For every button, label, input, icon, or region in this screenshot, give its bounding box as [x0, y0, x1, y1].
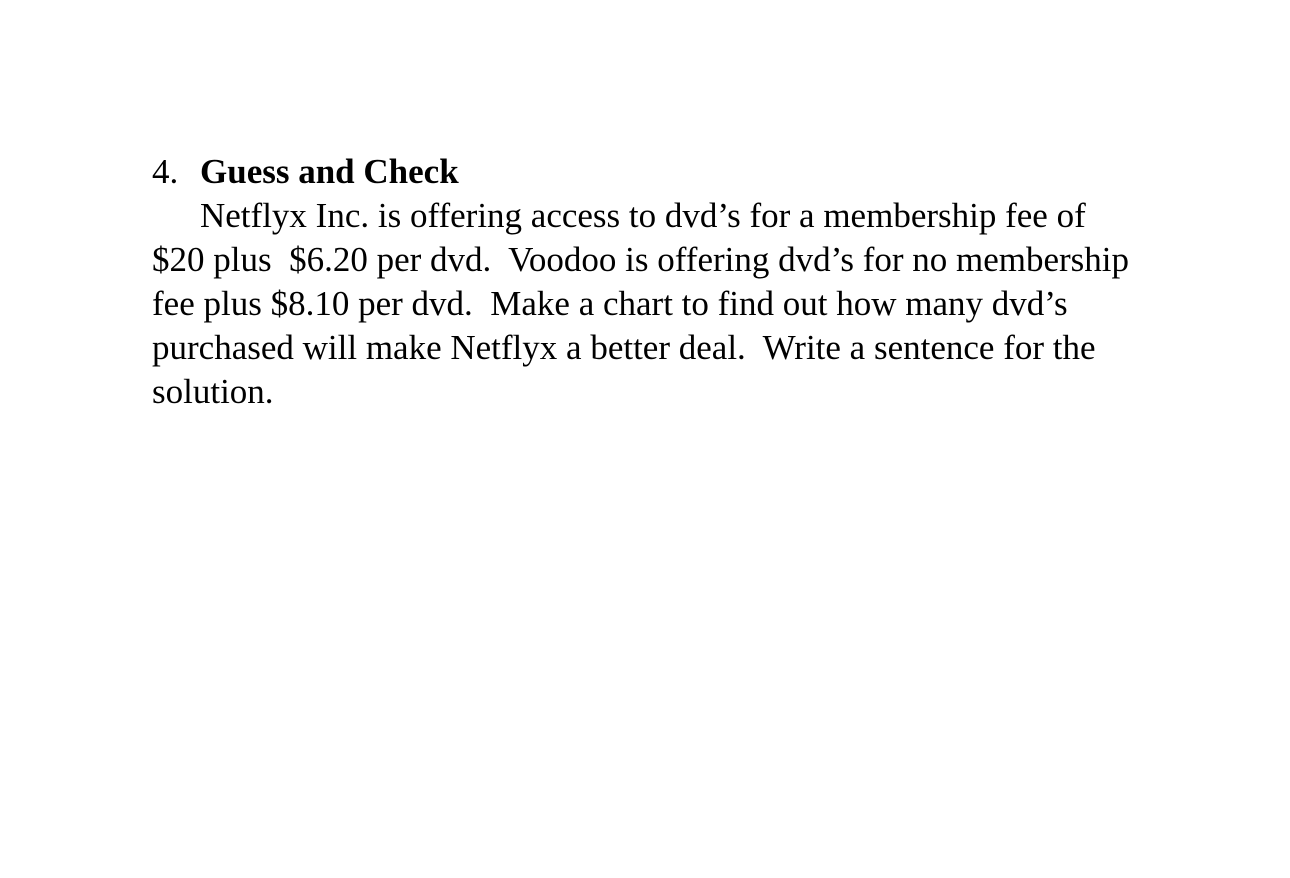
problem-text-line-4: purchased will make Netflyx a better deal. Write a sentence for the [152, 328, 1096, 367]
problem-title: Guess and Check [200, 152, 459, 191]
problem-text-line-5: solution. [152, 372, 274, 411]
problem-text-line-1: Netflyx Inc. is offering access to dvd’s for a membership fee of [200, 196, 1086, 235]
problem-number: 4. [152, 152, 179, 191]
problem-text-line-3: fee plus $8.10 per dvd. Make a chart to find out how many dvd’s [152, 284, 1068, 323]
word-problem [152, 150, 1232, 414]
problem-text-line-2: $20 plus $6.20 per dvd. Voodoo is offering dvd’s for no membership [152, 240, 1130, 279]
problem-heading [152, 150, 1232, 194]
